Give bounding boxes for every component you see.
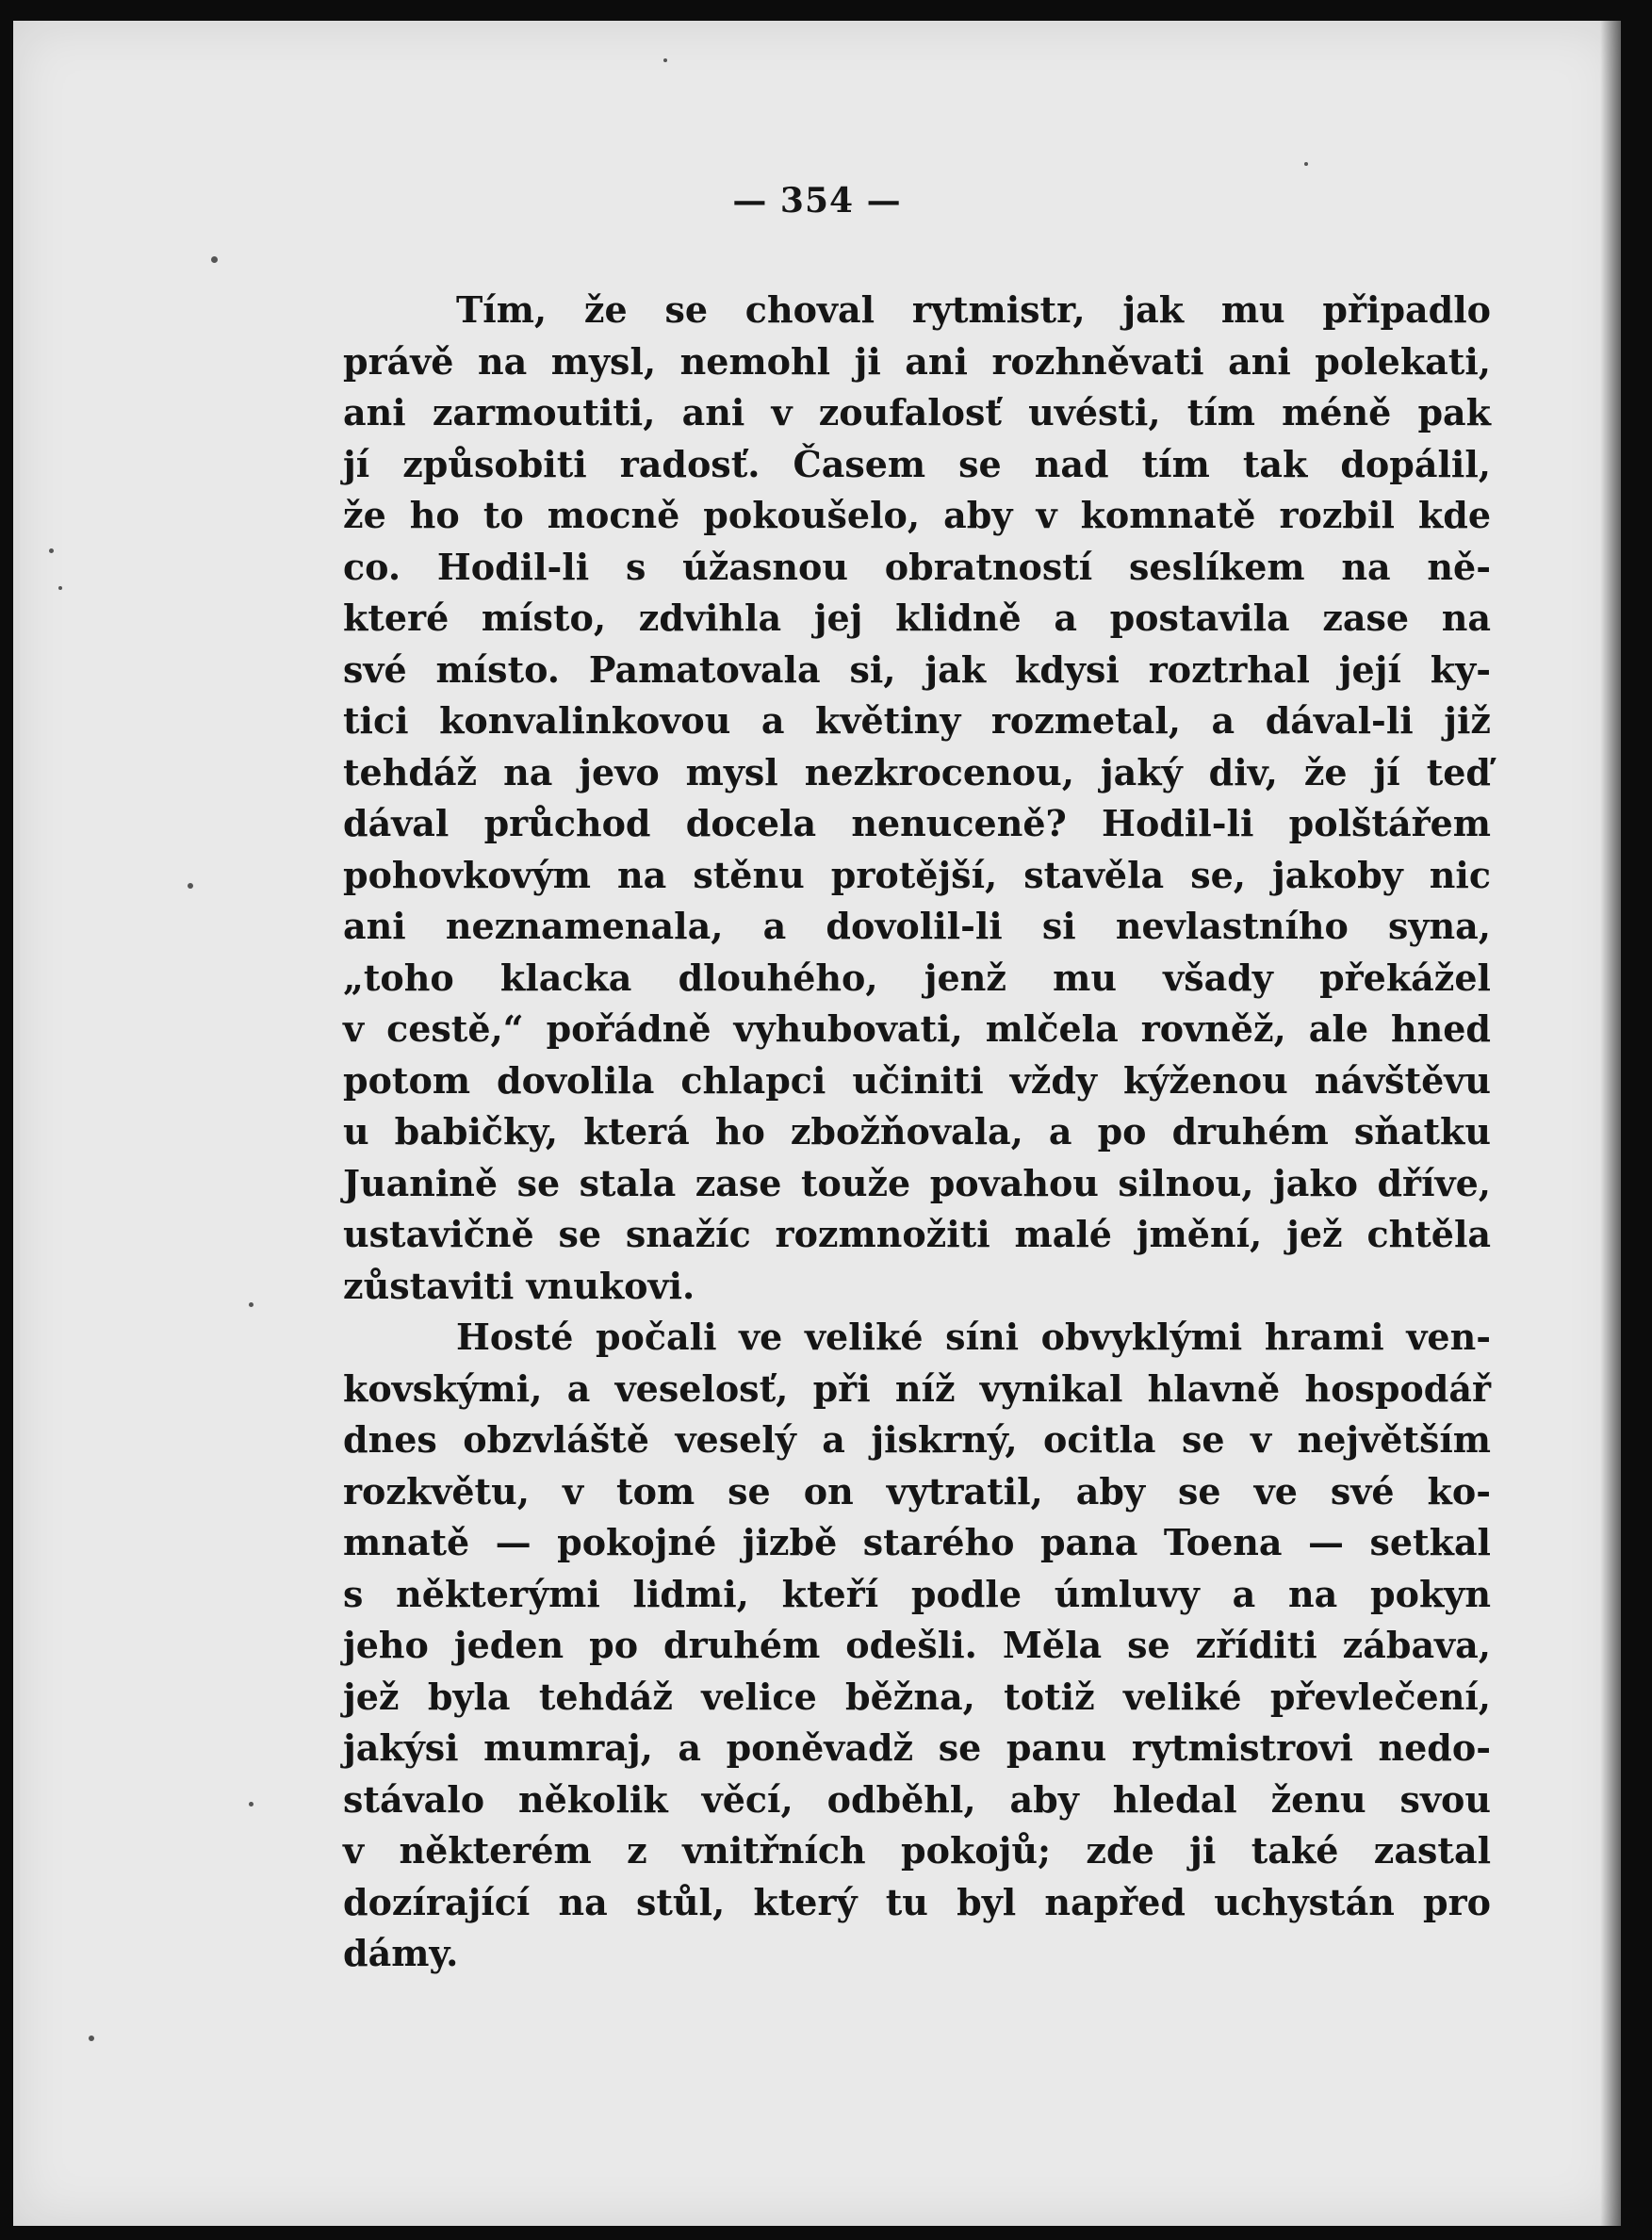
text-line: které místo, zdvihla jej klidně a postavila zase na xyxy=(343,597,1491,639)
text-line: stávalo několik věcí, odběhl, aby hledal ženu svou xyxy=(343,1777,1491,1821)
text-line: zůstaviti vnukovi. xyxy=(343,1264,695,1307)
body-text xyxy=(343,285,1491,1980)
text-line: právě na mysl, nemohl ji ani rozhněvati ani polekati, xyxy=(343,339,1491,383)
text-line: rozkvětu, v tom se on vytratil, aby se ve své ko- xyxy=(343,1469,1491,1512)
text-line: ani zarmoutiti, ani v zoufalosť uvésti, tím méně pak xyxy=(343,391,1491,433)
text-line: jež byla tehdáž velice běžna, totiž veliké převlečení, xyxy=(343,1675,1491,1718)
paragraph-1 xyxy=(343,285,1491,1312)
paper-speck xyxy=(188,883,193,889)
text-line: potom dovolila chlapci učiniti vždy kýženou návštěvu xyxy=(343,1058,1491,1102)
text-line: že ho to mocně pokoušelo, aby v komnatě rozbil kde xyxy=(343,494,1491,536)
page-edge-shadow xyxy=(1600,21,1621,2226)
paragraph-2 xyxy=(343,1312,1491,1980)
paper-speck xyxy=(49,548,54,553)
text-line: v některém z vnitřních pokojů; zde ji také zastal xyxy=(343,1829,1491,1872)
text-line: Juanině se stala zase touže povahou silnou, jako dříve, xyxy=(343,1161,1491,1204)
page-number: — 354 — xyxy=(732,181,902,221)
text-line: u babičky, která ho zbožňovala, a po druhém sňatku xyxy=(343,1110,1491,1153)
text-line: tehdáž na jevo mysl nezkrocenou, jaký div, že jí teď xyxy=(343,750,1491,793)
text-line: Tím, že se choval rytmistr, jak mu připadlo xyxy=(456,288,1491,331)
text-line: kovskými, a veselosť, při níž vynikal hlavně hospodář xyxy=(343,1366,1491,1410)
text-line: tici konvalinkovou a květiny rozmetal, a dával-li již xyxy=(343,699,1491,742)
paper-speck xyxy=(249,1802,254,1807)
book-page xyxy=(13,21,1621,2226)
paper-speck xyxy=(89,2036,94,2041)
paper-speck xyxy=(211,256,218,263)
text-line: jí způsobiti radosť. Časem se nad tím tak dopálil, xyxy=(343,442,1491,485)
paper-speck xyxy=(1304,162,1308,166)
text-line: dával průchod docela nenuceně? Hodil-li polštářem xyxy=(343,802,1491,844)
text-line: mnatě — pokojné jizbě starého pana Toena — setkal xyxy=(343,1521,1491,1563)
text-line: s některými lidmi, kteří podle úmluvy a na pokyn xyxy=(343,1572,1491,1615)
text-line: „toho klacka dlouhého, jenž mu všady překážel xyxy=(343,956,1491,999)
text-line: jeho jeden po druhém odešli. Měla se zříditi zábava, xyxy=(343,1624,1491,1666)
paper-speck xyxy=(58,586,62,590)
text-line: ani neznamenala, a dovolil-li si nevlastního syna, xyxy=(343,905,1491,947)
text-line: v cestě,“ pořádně vyhubovati, mlčela rovněž, ale hned xyxy=(343,1007,1491,1050)
text-line: Hosté počali ve veliké síni obvyklými hrami ven- xyxy=(456,1316,1491,1358)
paper-speck xyxy=(249,1302,254,1307)
text-line: co. Hodil-li s úžasnou obratností seslíkem na ně- xyxy=(343,545,1491,588)
text-line: dozírající na stůl, který tu byl napřed uchystán pro xyxy=(343,1880,1491,1923)
paper-speck xyxy=(663,58,667,62)
text-line: dnes obzvláště veselý a jiskrný, ocitla se v největším xyxy=(343,1418,1491,1461)
text-line: ustavičně se snažíc rozmnožiti malé jmění, jež chtěla xyxy=(343,1213,1491,1255)
text-line: dámy. xyxy=(343,1932,459,1974)
text-line: pohovkovým na stěnu protější, stavěla se, jakoby nic xyxy=(343,853,1491,896)
text-line: jakýsi mumraj, a poněvadž se panu rytmistrovi nedo- xyxy=(343,1726,1491,1769)
text-line: své místo. Pamatovala si, jak kdysi roztrhal její ky- xyxy=(343,647,1491,691)
